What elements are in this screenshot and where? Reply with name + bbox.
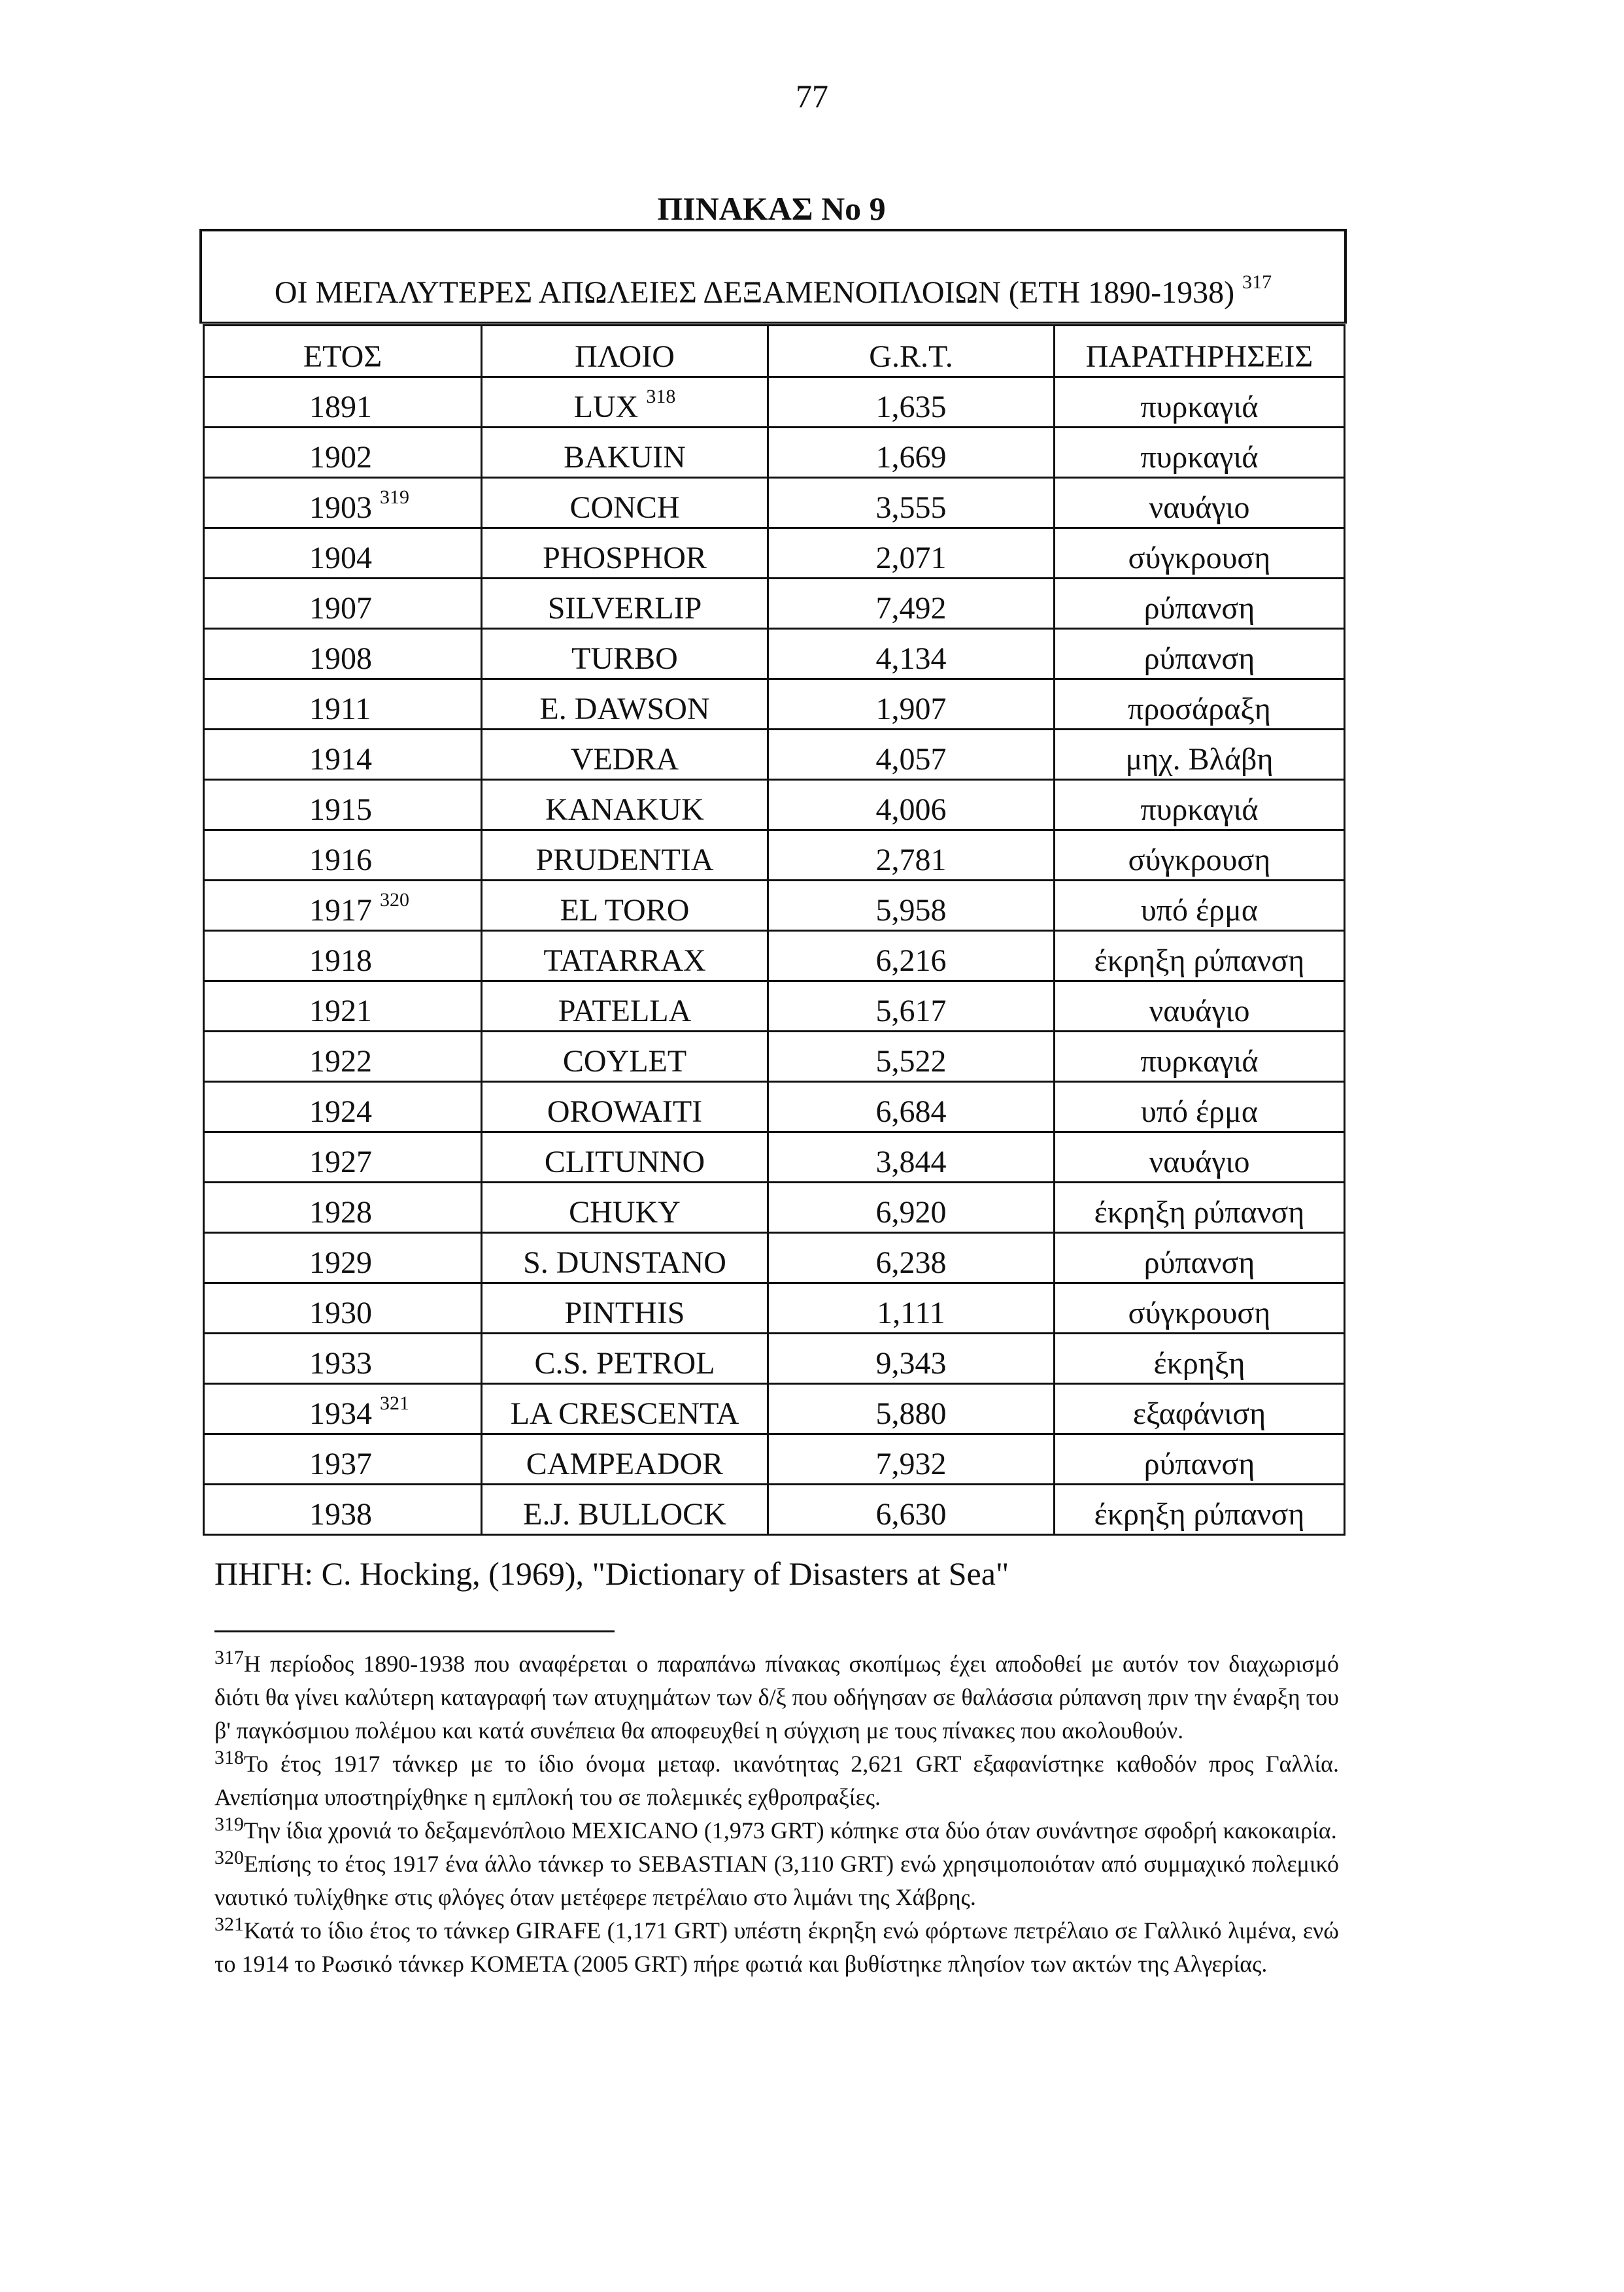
cell-grt-text: 5,522 xyxy=(875,1044,947,1079)
cell-remarks xyxy=(1055,981,1345,1032)
cell-year xyxy=(204,780,482,830)
cell-ship xyxy=(482,579,768,629)
table-row xyxy=(204,1082,1345,1132)
cell-grt-text: 7,492 xyxy=(875,591,947,626)
footnote-text: Κατά το ίδιο έτος το τάνκερ GIRAFE (1,171 GRT) υπέστη έκρηξη ενώ φόρτωνε πετρέλαιο σε Γαλλικό λιμένα, ενώ το 1914 το Ρωσικό τάνκερ KOMETA (2005 GRT) πήρε φωτιά και βυθίστηκε πλησίον των ακτών της Αλγερίας. xyxy=(214,1917,1339,1977)
cell-year-text: 1917 xyxy=(309,893,372,928)
cell-grt-text: 1,635 xyxy=(875,390,947,424)
cell-ship xyxy=(482,730,768,780)
cell-year-text: 1927 xyxy=(309,1145,372,1179)
cell-remarks-text: πυρκαγιά xyxy=(1140,792,1259,827)
cell-grt-text: 3,555 xyxy=(875,490,947,525)
cell-year-text: 1930 xyxy=(309,1296,372,1330)
cell-ship xyxy=(482,1082,768,1132)
cell-year xyxy=(204,1283,482,1334)
table-row xyxy=(204,1283,1345,1334)
table-caption-box xyxy=(199,229,1347,324)
cell-grt xyxy=(768,1283,1055,1334)
cell-ship-text: CONCH xyxy=(569,490,680,525)
table-row xyxy=(204,679,1345,730)
cell-remarks-text: υπό έρμα xyxy=(1141,1094,1258,1129)
cell-ship-text: TURBO xyxy=(571,641,678,676)
cell-remarks-text: πυρκαγιά xyxy=(1140,390,1259,424)
cell-ship-text: CHUKY xyxy=(569,1195,681,1230)
cell-remarks xyxy=(1055,1183,1345,1233)
cell-ship xyxy=(482,1132,768,1183)
cell-ship-text: CAMPEADOR xyxy=(526,1447,724,1481)
cell-grt xyxy=(768,931,1055,981)
cell-year-text: 1908 xyxy=(309,641,372,676)
table-caption xyxy=(202,271,1344,311)
cell-ship xyxy=(482,478,768,528)
cell-ship xyxy=(482,1434,768,1485)
cell-remarks xyxy=(1055,830,1345,881)
cell-grt-text: 4,134 xyxy=(875,641,947,676)
table-row xyxy=(204,579,1345,629)
footnote-ref: 321 xyxy=(380,1392,409,1414)
cell-remarks-text: έκρηξη ρύπανση xyxy=(1094,1497,1305,1532)
cell-year-text: 1891 xyxy=(309,390,372,424)
cell-ship xyxy=(482,428,768,478)
cell-ship-text: KANAKUK xyxy=(545,792,704,827)
cell-ship-text: OROWAITI xyxy=(547,1094,703,1129)
source-line: ΠΗΓΗ: C. Hocking, (1969), "Dictionary of Disasters at Sea" xyxy=(214,1555,1009,1592)
cell-grt-text: 2,781 xyxy=(875,843,947,877)
cell-grt-text: 4,006 xyxy=(875,792,947,827)
table-row xyxy=(204,730,1345,780)
cell-ship xyxy=(482,881,768,931)
cell-ship xyxy=(482,1183,768,1233)
cell-remarks-text: σύγκρουση xyxy=(1128,541,1271,575)
cell-remarks xyxy=(1055,679,1345,730)
cell-year xyxy=(204,1434,482,1485)
cell-ship-text: EL TORO xyxy=(560,893,690,928)
cell-ship-text: PATELLA xyxy=(558,994,692,1028)
cell-remarks-text: σύγκρουση xyxy=(1128,843,1271,877)
cell-remarks-text: ναυάγιο xyxy=(1149,490,1250,525)
cell-year-text: 1929 xyxy=(309,1245,372,1280)
footnote-text: Την ίδια χρονιά το δεξαμενόπλοιο MEXICANO (1,973 GRT) κόπηκε στα δύο όταν συνάντησε σφοδρή κακοκαιρία. xyxy=(244,1817,1337,1844)
cell-ship xyxy=(482,1233,768,1283)
cell-year-text: 1928 xyxy=(309,1195,372,1230)
cell-grt-text: 6,920 xyxy=(875,1195,947,1230)
cell-grt-text: 5,958 xyxy=(875,893,947,928)
cell-remarks-text: υπό έρμα xyxy=(1141,893,1258,928)
cell-year-text: 1903 xyxy=(309,490,372,525)
cell-grt xyxy=(768,1082,1055,1132)
footnote-number: 320 xyxy=(214,1847,244,1868)
cell-grt-text: 4,057 xyxy=(875,742,947,777)
cell-year xyxy=(204,1082,482,1132)
cell-remarks xyxy=(1055,528,1345,579)
cell-remarks-text: πυρκαγιά xyxy=(1140,1044,1259,1079)
cell-remarks xyxy=(1055,730,1345,780)
cell-grt xyxy=(768,981,1055,1032)
table-row xyxy=(204,830,1345,881)
cell-year xyxy=(204,1132,482,1183)
table-row xyxy=(204,428,1345,478)
cell-ship xyxy=(482,528,768,579)
cell-year xyxy=(204,981,482,1032)
cell-grt xyxy=(768,1183,1055,1233)
cell-year-text: 1933 xyxy=(309,1346,372,1381)
cell-remarks-text: έκρηξη ρύπανση xyxy=(1094,1195,1305,1230)
caption-footnote-ref: 317 xyxy=(1242,271,1272,293)
cell-grt xyxy=(768,1434,1055,1485)
cell-grt-text: 7,932 xyxy=(875,1447,947,1481)
cell-ship xyxy=(482,629,768,679)
cell-remarks-text: εξαφάνιση xyxy=(1132,1396,1266,1431)
cell-remarks xyxy=(1055,579,1345,629)
cell-grt-text: 6,684 xyxy=(875,1094,947,1129)
cell-ship xyxy=(482,1485,768,1535)
cell-year-text: 1904 xyxy=(309,541,372,575)
cell-ship-text: LUX xyxy=(573,390,639,424)
cell-ship xyxy=(482,679,768,730)
cell-remarks-text: ναυάγιο xyxy=(1149,994,1250,1028)
cell-year-text: 1907 xyxy=(309,591,372,626)
footnote-number: 318 xyxy=(214,1747,244,1768)
table-row xyxy=(204,629,1345,679)
cell-remarks xyxy=(1055,428,1345,478)
cell-grt xyxy=(768,679,1055,730)
cell-remarks-text: σύγκρουση xyxy=(1128,1296,1271,1330)
cell-year-text: 1938 xyxy=(309,1497,372,1532)
cell-grt xyxy=(768,1233,1055,1283)
cell-year xyxy=(204,478,482,528)
table-row xyxy=(204,881,1345,931)
cell-ship-text: E. DAWSON xyxy=(539,692,710,726)
cell-remarks xyxy=(1055,1334,1345,1384)
cell-remarks-text: έκρηξη ρύπανση xyxy=(1094,943,1305,978)
tanker-losses-table xyxy=(203,324,1345,1536)
cell-year xyxy=(204,1334,482,1384)
cell-remarks-text: ρύπανση xyxy=(1143,641,1255,676)
cell-year xyxy=(204,579,482,629)
table-header-row xyxy=(204,326,1345,377)
cell-year xyxy=(204,1233,482,1283)
footnote-text: Επίσης το έτος 1917 ένα άλλο τάνκερ το SEBASTIAN (3,110 GRT) ενώ χρησιμοποιόταν από συμμαχικό πολεμικό ναυτικό τυλίχθηκε στις φλόγες όταν μετέφερε πετρέλαιο στο λιμάνι της Χάβρης. xyxy=(214,1851,1339,1910)
cell-grt-text: 1,669 xyxy=(875,440,947,475)
footnote xyxy=(214,1914,1339,1981)
cell-year xyxy=(204,881,482,931)
cell-remarks xyxy=(1055,629,1345,679)
cell-grt-text: 5,617 xyxy=(875,994,947,1028)
table-row xyxy=(204,478,1345,528)
cell-ship xyxy=(482,780,768,830)
table-row xyxy=(204,1485,1345,1535)
cell-remarks xyxy=(1055,1032,1345,1082)
cell-year xyxy=(204,528,482,579)
table-row xyxy=(204,1384,1345,1434)
table-row xyxy=(204,1334,1345,1384)
cell-ship xyxy=(482,830,768,881)
cell-remarks xyxy=(1055,1434,1345,1485)
footnote-divider xyxy=(214,1630,615,1632)
table-row xyxy=(204,1132,1345,1183)
cell-grt xyxy=(768,579,1055,629)
header-year: ΕΤΟΣ xyxy=(204,326,482,377)
cell-grt xyxy=(768,780,1055,830)
cell-ship-text: S. DUNSTANO xyxy=(523,1245,726,1280)
cell-year xyxy=(204,1032,482,1082)
footnote-text: Η περίοδος 1890-1938 που αναφέρεται ο παραπάνω πίνακας σκοπίμως έχει αποδοθεί με αυτόν τον διαχωρισμό διότι θα γίνει καλύτερη καταγραφή των ατυχημάτων των δ/ξ που οδήγησαν σε θαλάσσια ρύπανση πριν την έναρξη του β' παγκόσμιου πολέμου και κατά συνέπεια θα αποφευχθεί η σύγχιση με τους πίνακες που ακολουθούν. xyxy=(214,1651,1339,1744)
table-row xyxy=(204,528,1345,579)
cell-grt xyxy=(768,528,1055,579)
page-number: 77 xyxy=(796,78,828,114)
cell-year-text: 1921 xyxy=(309,994,372,1028)
header-remarks: ΠΑΡΑΤΗΡΗΣΕΙΣ xyxy=(1055,326,1345,377)
cell-remarks-text: ρύπανση xyxy=(1143,1245,1255,1280)
cell-remarks-text: μηχ. Βλάβη xyxy=(1125,742,1274,777)
footnote-number: 321 xyxy=(214,1913,244,1935)
cell-remarks xyxy=(1055,780,1345,830)
cell-grt xyxy=(768,629,1055,679)
cell-ship-text: COYLET xyxy=(562,1044,687,1079)
cell-grt-text: 1,907 xyxy=(875,692,947,726)
cell-grt-text: 6,238 xyxy=(875,1245,947,1280)
cell-ship xyxy=(482,1384,768,1434)
cell-remarks xyxy=(1055,377,1345,428)
cell-year xyxy=(204,1485,482,1535)
cell-grt-text: 6,216 xyxy=(875,943,947,978)
cell-ship-text: PRUDENTIA xyxy=(535,843,714,877)
cell-year-text: 1918 xyxy=(309,943,372,978)
footnote-number: 317 xyxy=(214,1647,244,1668)
cell-year xyxy=(204,1183,482,1233)
cell-grt-text: 1,111 xyxy=(877,1296,945,1330)
cell-ship-text: PHOSPHOR xyxy=(543,541,707,575)
cell-remarks xyxy=(1055,1132,1345,1183)
cell-year xyxy=(204,830,482,881)
cell-grt xyxy=(768,428,1055,478)
cell-remarks-text: ρύπανση xyxy=(1143,591,1255,626)
cell-ship-text: E.J. BULLOCK xyxy=(523,1497,726,1532)
table-title: ΠΙΝΑΚΑΣ No 9 xyxy=(657,190,886,227)
cell-remarks-text: ναυάγιο xyxy=(1149,1145,1250,1179)
cell-grt xyxy=(768,1384,1055,1434)
cell-grt-text: 6,630 xyxy=(875,1497,947,1532)
cell-year xyxy=(204,629,482,679)
cell-ship xyxy=(482,1032,768,1082)
cell-ship xyxy=(482,931,768,981)
table-row xyxy=(204,377,1345,428)
cell-grt-text: 2,071 xyxy=(875,541,947,575)
cell-grt-text: 5,880 xyxy=(875,1396,947,1431)
cell-year-text: 1914 xyxy=(309,742,372,777)
table-row xyxy=(204,780,1345,830)
cell-ship xyxy=(482,981,768,1032)
table-row xyxy=(204,1233,1345,1283)
cell-remarks xyxy=(1055,1082,1345,1132)
cell-year-text: 1922 xyxy=(309,1044,372,1079)
footnote-number: 319 xyxy=(214,1813,244,1835)
footnotes xyxy=(214,1647,1339,1981)
header-grt: G.R.T. xyxy=(768,326,1055,377)
cell-remarks xyxy=(1055,1485,1345,1535)
cell-ship-text: VEDRA xyxy=(570,742,679,777)
table-row xyxy=(204,981,1345,1032)
cell-grt xyxy=(768,1132,1055,1183)
footnote-text: Το έτος 1917 τάνκερ με το ίδιο όνομα μεταφ. ικανότητας 2,621 GRT εξαφανίστηκε καθοδόν προς Γαλλία. Ανεπίσημα υποστηρίχθηκε η εμπλοκή του σε πολεμικές εχθροπραξίες. xyxy=(214,1751,1339,1810)
cell-year-text: 1915 xyxy=(309,792,372,827)
cell-remarks xyxy=(1055,881,1345,931)
cell-ship-text: CLITUNNO xyxy=(544,1145,705,1179)
cell-ship xyxy=(482,1334,768,1384)
cell-ship-text: PINTHIS xyxy=(564,1296,685,1330)
cell-remarks xyxy=(1055,1283,1345,1334)
cell-year xyxy=(204,377,482,428)
footnote-ref: 319 xyxy=(380,486,409,508)
cell-grt xyxy=(768,478,1055,528)
cell-grt xyxy=(768,881,1055,931)
cell-remarks-text: ρύπανση xyxy=(1143,1447,1255,1481)
cell-year xyxy=(204,730,482,780)
cell-grt xyxy=(768,1334,1055,1384)
table-row xyxy=(204,931,1345,981)
cell-year xyxy=(204,428,482,478)
cell-remarks-text: πυρκαγιά xyxy=(1140,440,1259,475)
cell-remarks xyxy=(1055,478,1345,528)
cell-year-text: 1937 xyxy=(309,1447,372,1481)
cell-year-text: 1934 xyxy=(309,1396,372,1431)
cell-year-text: 1911 xyxy=(309,692,371,726)
cell-grt-text: 9,343 xyxy=(875,1346,947,1381)
cell-grt xyxy=(768,1032,1055,1082)
cell-year xyxy=(204,931,482,981)
cell-grt xyxy=(768,1485,1055,1535)
cell-year xyxy=(204,1384,482,1434)
cell-ship xyxy=(482,377,768,428)
cell-ship-text: BAKUIN xyxy=(564,440,686,475)
cell-ship-text: LA CRESCENTA xyxy=(510,1396,739,1431)
cell-remarks-text: έκρηξη xyxy=(1153,1346,1245,1381)
cell-ship-text: SILVERLIP xyxy=(547,591,702,626)
table-row xyxy=(204,1434,1345,1485)
cell-year-text: 1916 xyxy=(309,843,372,877)
cell-remarks xyxy=(1055,1233,1345,1283)
cell-ship-text: C.S. PETROL xyxy=(534,1346,715,1381)
table-caption-text: ΟΙ ΜΕΓΑΛΥΤΕΡΕΣ ΑΠΩΛΕΙΕΣ ΔΕΞΑΜΕΝΟΠΛΟΙΩΝ (ΕΤΗ 1890-1938) xyxy=(274,275,1235,310)
cell-grt xyxy=(768,730,1055,780)
cell-remarks-text: προσάραξη xyxy=(1128,692,1271,726)
footnote-ref: 320 xyxy=(380,889,409,911)
cell-year-text: 1924 xyxy=(309,1094,372,1129)
footnote xyxy=(214,1847,1339,1914)
cell-remarks xyxy=(1055,931,1345,981)
cell-grt xyxy=(768,377,1055,428)
cell-grt-text: 3,844 xyxy=(875,1145,947,1179)
table-row xyxy=(204,1032,1345,1082)
cell-year-text: 1902 xyxy=(309,440,372,475)
footnote xyxy=(214,1747,1339,1814)
header-ship: ΠΛΟΙΟ xyxy=(482,326,768,377)
cell-year xyxy=(204,679,482,730)
footnote xyxy=(214,1647,1339,1747)
footnote-ref: 318 xyxy=(646,386,676,407)
cell-grt xyxy=(768,830,1055,881)
cell-ship-text: TATARRAX xyxy=(543,943,706,978)
cell-ship xyxy=(482,1283,768,1334)
cell-remarks xyxy=(1055,1384,1345,1434)
footnote xyxy=(214,1814,1339,1847)
table-row xyxy=(204,1183,1345,1233)
